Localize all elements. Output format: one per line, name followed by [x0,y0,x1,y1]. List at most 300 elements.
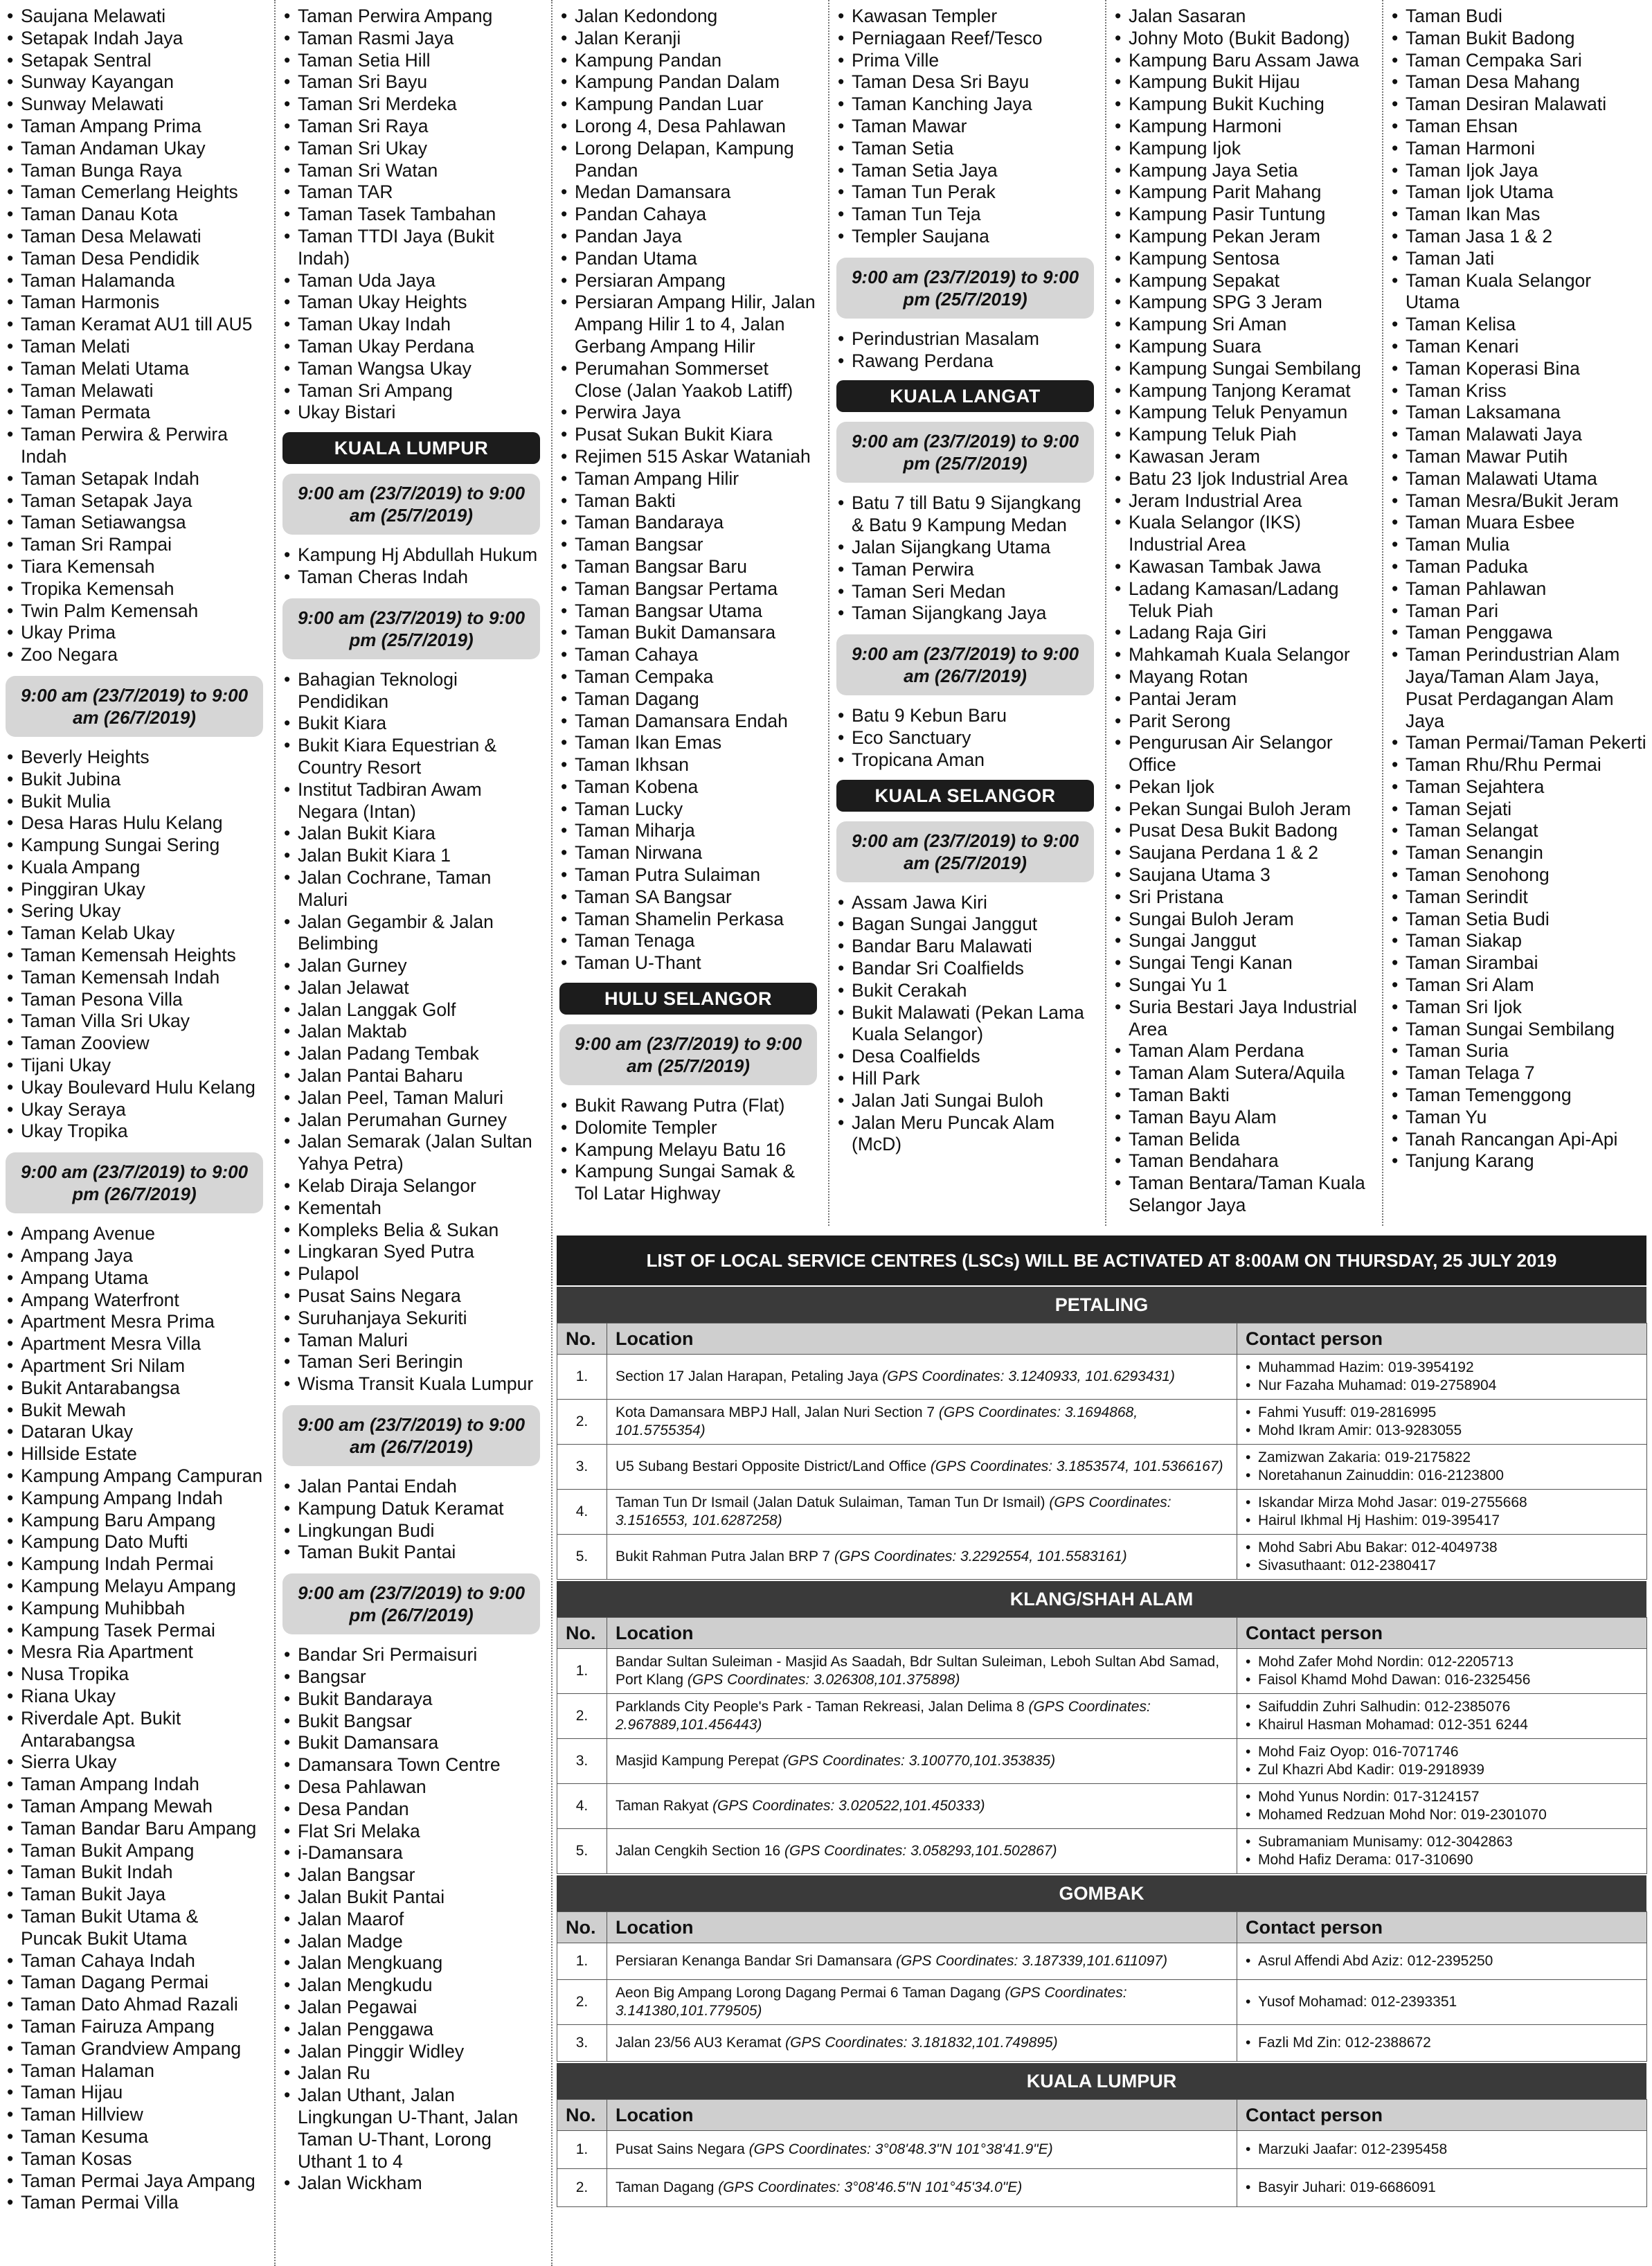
area-item: • Kampung Sentosa [1113,248,1371,270]
location-name: Parklands City People's Park - Taman Rekreasi, Jalan Delima 8 [616,1699,1029,1715]
header-contact: Contact person [1237,2100,1647,2131]
lsc-table [557,1911,1647,2062]
column-divider [1382,0,1383,1226]
area-item: • Institut Tadbiran Awam Negara (Intan) [282,779,540,823]
location-cell [607,1535,1237,1580]
area-item: • Sungai Tengi Kanan [1113,952,1371,974]
area-item: • Persiaran Ampang Hilir, Jalan Ampang Hilir 1 to 4, Jalan Gerbang Ampang Hilir [559,292,817,357]
table-row [557,1649,1647,1694]
gps-coordinates: (GPS Coordinates: 3.026308,101.375898) [687,1672,960,1688]
area-item: • Zoo Negara [6,644,263,666]
area-item: • Taman Setiawangsa [6,512,263,534]
area-item: • Taman Desa Pendidik [6,248,263,270]
area-item: • Taman Siakap [1390,930,1648,952]
location-cell [607,1400,1237,1445]
table-row [557,1535,1647,1580]
location-cell [607,1355,1237,1400]
area-item: • Apartment Mesra Villa [6,1333,263,1355]
area-item: • Kampung Pandan Dalam [559,71,817,93]
area-list [282,1476,540,1564]
area-item: • Prima Ville [836,50,1094,72]
gps-coordinates: (GPS Coordinates: 3.1516553, 101.6287258) [616,1495,1171,1528]
area-item: • Beverly Heights [6,747,263,769]
area-item: • Templer Saujana [836,226,1094,248]
contact-person: • Nur Fazaha Muhamad: 019-2758904 [1246,1377,1638,1395]
contact-cell [1237,1739,1647,1784]
area-item: • Taman Selangat [1390,820,1648,842]
location-cell [607,1829,1237,1874]
area-item: • Bukit Antarabangsa [6,1377,263,1400]
area-item: • Setapak Indah Jaya [6,28,263,50]
area-item: • Taman Dato Ahmad Razali [6,1994,263,2016]
area-item: • Taman Jasa 1 & 2 [1390,226,1648,248]
area-item: • Mahkamah Kuala Selangor [1113,644,1371,666]
area-item: • Kampung Sungai Sembilang [1113,358,1371,380]
area-item: • Taman Ampang Mewah [6,1796,263,1818]
contact-person: • Faisol Khamd Mohd Dawan: 016-2325456 [1246,1671,1638,1689]
area-item: • Perniagaan Reef/Tesco [836,28,1094,50]
supply-schedule-box: 9:00 am (23/7/2019) to 9:00 am (26/7/2019) [836,634,1094,695]
area-item: • Taman Melawati [6,380,263,402]
area-item: • Ukay Seraya [6,1099,263,1121]
area-item: • Suruhanjaya Sekuriti [282,1308,540,1330]
header-location: Location [607,1912,1237,1943]
area-item: • Jalan Penggawa [282,2019,540,2041]
area-item: • Kampung SPG 3 Jeram [1113,292,1371,314]
area-item: • Bukit Rawang Putra (Flat) [559,1095,817,1117]
location-name: Kota Damansara MBPJ Hall, Jalan Nuri Section 7 [616,1404,939,1420]
area-item: • Riverdale Apt. Bukit Antarabangsa [6,1708,263,1752]
area-item: • Taman Bakti [559,490,817,512]
area-item: • Jalan Maarof [282,1909,540,1931]
area-item: • Taman Rhu/Rhu Permai [1390,754,1648,776]
area-column-3 [559,6,817,1205]
area-item: • Jalan Wickham [282,2173,540,2195]
area-list [836,492,1094,625]
header-no: No. [557,1912,607,1943]
area-list [1390,6,1648,1172]
area-item: • Bukit Mulia [6,791,263,813]
area-item: • Sering Ukay [6,900,263,922]
table-row [557,1980,1647,2025]
table-row [557,1739,1647,1784]
supply-schedule-box: 9:00 am (23/7/2019) to 9:00 pm (25/7/2019) [282,598,540,659]
area-item: • Parit Serong [1113,711,1371,733]
area-item: • Taman Sri Ukay [282,138,540,160]
area-item: • Taman Setia [836,138,1094,160]
row-number: 4. [557,1490,607,1535]
area-item: • Taman Perwira [836,559,1094,581]
area-item: • Desa Coalfields [836,1046,1094,1068]
area-item: • Taman Kelab Ukay [6,922,263,945]
area-item: • Pandan Cahaya [559,204,817,226]
area-item: • Flat Sri Melaka [282,1821,540,1843]
contact-person: • Khairul Hasman Mohamad: 012-351 6244 [1246,1716,1638,1734]
area-item: • Taman Sri Ijok [1390,997,1648,1019]
location-name: Jalan 23/56 AU3 Keramat [616,2035,786,2051]
area-item: • Sungai Buloh Jeram [1113,909,1371,931]
area-item: • Setapak Sentral [6,50,263,72]
area-item: • Taman Setia Jaya [836,160,1094,182]
area-item: • Kampung Baru Assam Jawa [1113,50,1371,72]
area-item: • Taman Cheras Indah [282,566,540,589]
area-item: • Taman Melati [6,336,263,358]
area-item: • Taman Hijau [6,2082,263,2104]
area-item: • Batu 23 Ijok Industrial Area [1113,468,1371,490]
area-item: • Taman Cahaya Indah [6,1950,263,1972]
area-item: • Taman Cahaya [559,644,817,666]
area-item: • Taman Suria [1390,1040,1648,1062]
area-item: • Ampang Waterfront [6,1290,263,1312]
area-item: • Taman Halaman [6,2060,263,2082]
area-item: • Taman Ikhsan [559,754,817,776]
location-name: Taman Rakyat [616,1798,713,1814]
area-item: • Kampung Tasek Permai [6,1620,263,1642]
area-item: • Taman Malawati Utama [1390,468,1648,490]
area-item: • Taman Senangin [1390,842,1648,864]
area-item: • Taman Hillview [6,2104,263,2126]
area-item: • Kampung Indah Permai [6,1553,263,1576]
area-item: • Taman Miharja [559,820,817,842]
contact-person: • Noretahanun Zainuddin: 016-2123800 [1246,1467,1638,1485]
area-item: • Taman Setapak Jaya [6,490,263,512]
supply-schedule-box: 9:00 am (23/7/2019) to 9:00 pm (25/7/2019) [836,258,1094,319]
area-item: • Twin Palm Kemensah [6,600,263,623]
contact-cell [1237,2025,1647,2062]
area-item: • Jalan Langgak Golf [282,999,540,1022]
contact-person: • Mohamed Redzuan Mohd Nor: 019-2301070 [1246,1806,1638,1824]
area-item: • Rawang Perdana [836,350,1094,373]
area-item: • Taman Setapak Indah [6,468,263,490]
area-column-6 [1390,6,1648,1172]
area-item: • Taman Pesona Villa [6,989,263,1011]
area-item: • Taman Harmoni [1390,138,1648,160]
area-item: • Kampung Melayu Batu 16 [559,1139,817,1161]
area-item: • Taman Ehsan [1390,116,1648,138]
contact-person: • Basyir Juhari: 019-6686091 [1246,2179,1638,2197]
area-item: • Batu 7 till Batu 9 Sijangkang & Batu 9 Kampung Medan [836,492,1094,537]
area-item: • Kampung Parit Mahang [1113,181,1371,204]
area-item: • Kampung Jaya Setia [1113,160,1371,182]
area-item: • Taman Keramat AU1 till AU5 [6,314,263,336]
area-item: • Taman Perwira Ampang [282,6,540,28]
area-item: • Kampung Pekan Jeram [1113,226,1371,248]
supply-schedule-box: 9:00 am (23/7/2019) to 9:00 am (26/7/2019) [6,676,263,737]
area-item: • Taman Bukit Indah [6,1862,263,1884]
location-cell [607,1445,1237,1490]
region-header: KUALA LANGAT [836,380,1094,412]
area-item: • Medan Damansara [559,181,817,204]
header-no: No. [557,1618,607,1649]
area-item: • Taman TTDI Jaya (Bukit Indah) [282,226,540,270]
area-item: • Taman Permai/Taman Pekerti [1390,732,1648,754]
region-header: HULU SELANGOR [559,983,817,1015]
header-location: Location [607,2100,1237,2131]
area-item: • Taman Mulia [1390,534,1648,556]
area-item: • Taman Shamelin Perkasa [559,909,817,931]
gps-coordinates: (GPS Coordinates: 3°08'48.3"N 101°38'41.9"E) [748,2141,1053,2157]
area-item: • Taman Bunga Raya [6,160,263,182]
supply-schedule-box: 9:00 am (23/7/2019) to 9:00 am (25/7/2019) [836,821,1094,882]
location-cell [607,1784,1237,1829]
area-item: • Jalan Cochrane, Taman Maluri [282,867,540,911]
area-item: • Taman Cempaka [559,666,817,688]
area-item: • Pusat Desa Bukit Badong [1113,820,1371,842]
area-item: • Taman Bangsar [559,534,817,556]
area-item: • Bandar Sri Coalfields [836,958,1094,980]
lsc-district-header: PETALING [557,1285,1646,1323]
area-list [282,1644,540,2195]
area-item: • Tropicana Aman [836,749,1094,771]
area-item: • Pantai Jeram [1113,688,1371,711]
area-item: • Bangsar [282,1666,540,1688]
region-header: KUALA LUMPUR [282,432,540,464]
area-item: • Nusa Tropika [6,1663,263,1686]
row-number: 5. [557,1829,607,1874]
area-list [836,705,1094,771]
contact-person: • Mohd Faiz Oyop: 016-7071746 [1246,1743,1638,1761]
area-item: • Apartment Mesra Prima [6,1311,263,1333]
area-item: • Bahagian Teknologi Pendidikan [282,669,540,713]
area-item: • Jalan Sijangkang Utama [836,537,1094,559]
table-row [557,1784,1647,1829]
area-item: • Jalan Mengkudu [282,1974,540,1997]
location-name: U5 Subang Bestari Opposite District/Land Office [616,1458,931,1474]
location-name: Jalan Cengkih Section 16 [616,1843,784,1859]
area-item: • Taman Pahlawan [1390,578,1648,600]
area-item: • Kampung Bukit Kuching [1113,93,1371,116]
area-item: • Kampung Bukit Hijau [1113,71,1371,93]
gps-coordinates: (GPS Coordinates: 3.058293,101.502867) [784,1843,1057,1859]
area-item: • Taman Sri Merdeka [282,93,540,116]
row-number: 3. [557,2025,607,2062]
area-item: • Taman Sri Rampai [6,534,263,556]
area-item: • Ukay Tropika [6,1121,263,1143]
supply-schedule-box: 9:00 am (23/7/2019) to 9:00 pm (26/7/2019) [282,1573,540,1634]
area-item: • Kampung Pandan Luar [559,93,817,116]
area-item: • Taman Kobena [559,776,817,799]
supply-schedule-box: 9:00 am (23/7/2019) to 9:00 pm (26/7/2019) [6,1152,263,1213]
area-item: • Tanah Rancangan Api-Api [1390,1129,1648,1151]
area-item: • Taman Tun Teja [836,204,1094,226]
area-item: • Lorong Delapan, Kampung Pandan [559,138,817,182]
area-item: • Wisma Transit Kuala Lumpur [282,1373,540,1395]
area-list [836,328,1094,373]
area-item: • Taman Andaman Ukay [6,138,263,160]
table-row [557,1445,1647,1490]
area-item: • Taman Zooview [6,1033,263,1055]
contact-cell [1237,1400,1647,1445]
area-item: • Taman Maluri [282,1330,540,1352]
area-item: • Ampang Jaya [6,1245,263,1267]
area-column-2 [282,6,540,2195]
area-item: • Taman Jati [1390,248,1648,270]
area-item: • Taman Ampang Indah [6,1774,263,1796]
area-item: • Mayang Rotan [1113,666,1371,688]
supply-schedule-box: 9:00 am (23/7/2019) to 9:00 am (25/7/2019) [559,1024,817,1085]
area-item: • Kampung Sri Aman [1113,314,1371,336]
area-item: • Bukit Bandaraya [282,1688,540,1711]
area-item: • Taman U-Thant [559,952,817,974]
area-item: • Taman Ikan Mas [1390,204,1648,226]
area-item: • Taman Kelisa [1390,314,1648,336]
area-item: • Apartment Sri Nilam [6,1355,263,1377]
contact-cell [1237,1784,1647,1829]
contact-person: • Asrul Affendi Abd Aziz: 012-2395250 [1246,1952,1638,1970]
table-header-row [557,1912,1647,1943]
contact-person: • Marzuki Jaafar: 012-2395458 [1246,2141,1638,2159]
area-item: • Taman Kenari [1390,336,1648,358]
area-item: • Taman Perindustrian Alam Jaya/Taman Alam Jaya, Pusat Perdagangan Alam Jaya [1390,644,1648,732]
area-item: • Kawasan Templer [836,6,1094,28]
table-row [557,1400,1647,1445]
area-item: • Kuala Ampang [6,857,263,879]
table-row [557,1490,1647,1535]
area-item: • Taman Kosas [6,2148,263,2170]
area-item: • Sungai Janggut [1113,930,1371,952]
area-item: • Taman Cemerlang Heights [6,181,263,204]
area-item: • Lingkungan Budi [282,1520,540,1542]
area-item: • Tijani Ukay [6,1055,263,1077]
area-item: • Hillside Estate [6,1443,263,1465]
area-item: • Pandan Jaya [559,226,817,248]
location-cell [607,1739,1237,1784]
area-item: • Assam Jawa Kiri [836,892,1094,914]
area-item: • Kampung Sungai Sering [6,835,263,857]
area-item: • Taman Ijok Utama [1390,181,1648,204]
area-item: • Taman Kemensah Heights [6,945,263,967]
area-item: • Taman Bandar Baru Ampang [6,1818,263,1840]
area-item: • Jalan Gurney [282,955,540,977]
header-no: No. [557,1323,607,1355]
area-item: • Taman Serindit [1390,886,1648,909]
area-item: • Taman Sri Ampang [282,380,540,402]
location-cell [607,1490,1237,1535]
area-item: • Taman Tasek Tambahan [282,204,540,226]
area-item: • Taman Dagang [559,688,817,711]
area-item: • Taman Permai Jaya Ampang [6,2170,263,2193]
area-item: • Taman Sejahtera [1390,776,1648,799]
contact-cell [1237,1649,1647,1694]
area-item: • Kampung Hj Abdullah Hukum [282,544,540,566]
header-contact: Contact person [1237,1323,1647,1355]
area-item: • Taman Uda Jaya [282,270,540,292]
contact-cell [1237,1694,1647,1739]
area-item: • Desa Pandan [282,1799,540,1821]
column-divider [828,0,829,1226]
area-item: • Taman Mawar Putih [1390,446,1648,468]
lsc-district-header: KLANG/SHAH ALAM [557,1580,1646,1617]
area-item: • Taman Bangsar Utama [559,600,817,623]
location-name: Persiaran Kenanga Bandar Sri Damansara [616,1953,897,1969]
area-item: • Taman Bangsar Pertama [559,578,817,600]
area-item: • Taman Malawati Jaya [1390,424,1648,446]
area-item: • Taman Villa Sri Ukay [6,1010,263,1033]
area-item: • Taman Ukay Heights [282,292,540,314]
area-item: • Dataran Ukay [6,1421,263,1443]
contact-person: • Fahmi Yusuff: 019-2816995 [1246,1404,1638,1422]
contact-person: • Mohd Sabri Abu Bakar: 012-4049738 [1246,1539,1638,1557]
row-number: 2. [557,1980,607,2025]
area-item: • Jeram Industrial Area [1113,490,1371,512]
region-header: KUALA SELANGOR [836,780,1094,812]
area-item: • Kampung Pasir Tuntung [1113,204,1371,226]
table-row [557,1943,1647,1980]
column-divider [274,0,276,2266]
contact-person: • Iskandar Mirza Mohd Jasar: 019-2755668 [1246,1494,1638,1512]
area-item: • Taman Permata [6,402,263,424]
area-item: • Jalan Jati Sungai Buloh [836,1090,1094,1112]
area-item: • Bukit Cerakah [836,980,1094,1002]
area-item: • Taman Alam Perdana [1113,1040,1371,1062]
area-item: • Jalan Ru [282,2062,540,2085]
area-item: • Pandan Utama [559,248,817,270]
table-row [557,1355,1647,1400]
area-item: • Jalan Kedondong [559,6,817,28]
area-item: • Kampung Pandan [559,50,817,72]
area-item: • Ampang Utama [6,1267,263,1290]
area-item: • Taman Sirambai [1390,952,1648,974]
column-divider [551,0,553,2266]
area-item: • Kampung Suara [1113,336,1371,358]
contact-person: • Zamizwan Zakaria: 019-2175822 [1246,1449,1638,1467]
area-list [559,1095,817,1205]
table-header-row [557,1323,1647,1355]
area-list [282,544,540,589]
location-name: Masjid Kampung Perepat [616,1753,783,1769]
supply-schedule-box: 9:00 am (23/7/2019) to 9:00 pm (25/7/2019) [836,422,1094,483]
area-item: • Kampung Tanjong Keramat [1113,380,1371,402]
table-row [557,1829,1647,1874]
contact-person: • Hairul Ikhmal Hj Hashim: 019-395417 [1246,1512,1638,1530]
area-item: • Saujana Perdana 1 & 2 [1113,842,1371,864]
header-location: Location [607,1323,1237,1355]
area-item: • Jalan Pantai Baharu [282,1065,540,1087]
area-item: • Kuala Selangor (IKS) Industrial Area [1113,512,1371,556]
location-name: Taman Tun Dr Ismail (Jalan Datuk Sulaiman, Taman Tun Dr Ismail) [616,1495,1050,1510]
area-item: • Taman Bukit Utama & Puncak Bukit Utama [6,1906,263,1950]
area-item: • Ukay Boulevard Hulu Kelang [6,1077,263,1099]
area-item: • Taman Sijangkang Jaya [836,603,1094,625]
supply-schedule-box: 9:00 am (23/7/2019) to 9:00 am (26/7/2019) [282,1405,540,1466]
area-item: • Bandar Baru Malawati [836,936,1094,958]
area-item: • Taman Setia Hill [282,50,540,72]
area-item: • Perumahan Sommerset Close (Jalan Yaakob Latiff) [559,358,817,402]
row-number: 3. [557,1445,607,1490]
gps-coordinates: (GPS Coordinates: 3.1240933, 101.6293431) [882,1368,1175,1384]
area-item: • Mesra Ria Apartment [6,1641,263,1663]
area-list [282,6,540,424]
area-item: • Jalan Meru Puncak Alam (McD) [836,1112,1094,1157]
area-item: • Taman SA Bangsar [559,886,817,909]
area-item: • Bukit Mewah [6,1400,263,1422]
gps-coordinates: (GPS Coordinates: 3.100770,101.353835) [782,1753,1056,1769]
column-divider [1105,0,1106,1226]
area-item: • Sri Pristana [1113,886,1371,909]
lsc-table-block [557,1235,1646,2207]
area-item: • Kelab Diraja Selangor [282,1175,540,1197]
area-item: • Taman Pari [1390,600,1648,623]
row-number: 3. [557,1739,607,1784]
area-item: • Jalan Jelawat [282,977,540,999]
area-item: • Taman Sri Watan [282,160,540,182]
area-item: • Taman Bukit Pantai [282,1542,540,1564]
contact-person: • Fazli Md Zin: 012-2388672 [1246,2034,1638,2052]
area-item: • Jalan Gegambir & Jalan Belimbing [282,911,540,956]
area-item: • Rejimen 515 Askar Wataniah [559,446,817,468]
area-item: • Johny Moto (Bukit Badong) [1113,28,1371,50]
row-number: 2. [557,2169,607,2207]
